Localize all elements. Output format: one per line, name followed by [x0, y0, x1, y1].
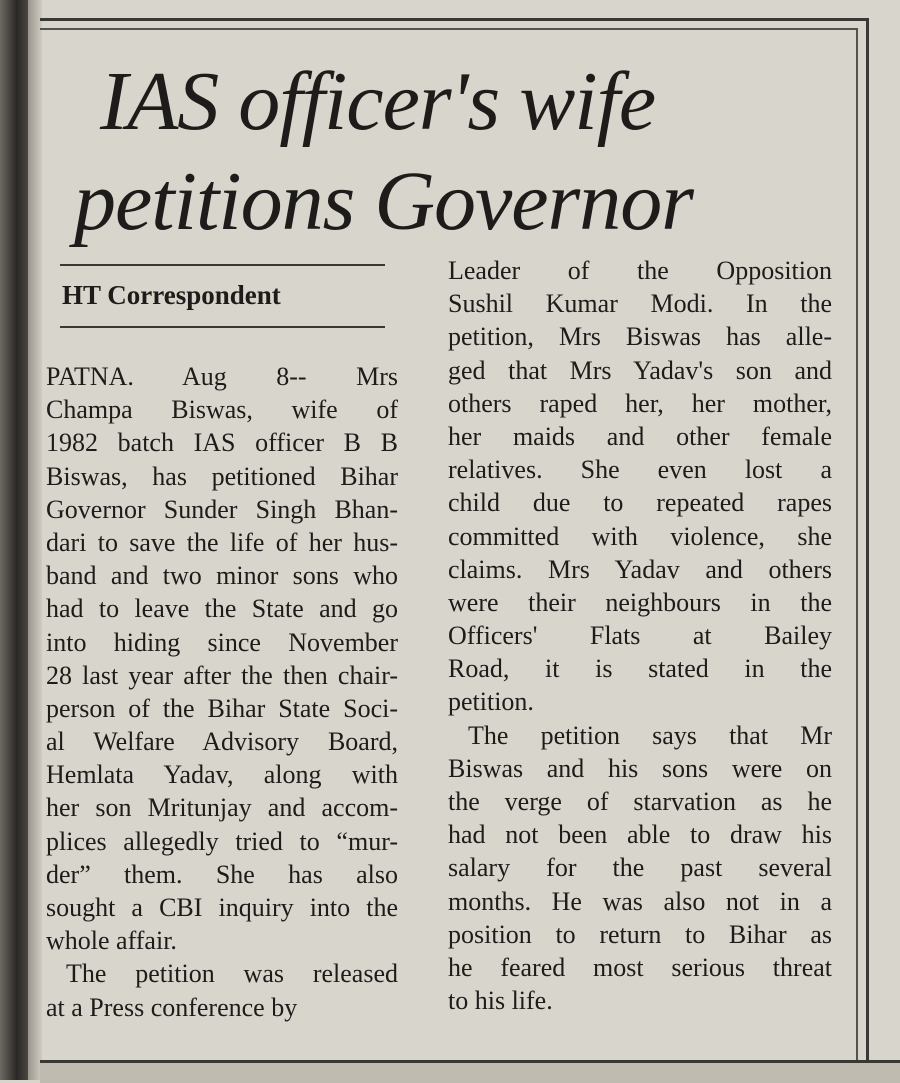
- article-line: were their neighbours in the: [448, 587, 832, 617]
- article-line: PATNA. Aug 8-- Mrs: [46, 362, 398, 391]
- article-line: plices allegedly tried to “mur-: [46, 826, 398, 856]
- article-line: had not been able to draw his: [448, 820, 832, 850]
- article-right-column: [448, 254, 832, 1017]
- article-line: months. He was also not in a: [448, 886, 832, 916]
- article-left-column: [46, 360, 398, 1024]
- article-line: to his life.: [448, 986, 553, 1016]
- article-line: person of the Bihar State Soci-: [46, 693, 398, 723]
- article-line: petition.: [448, 687, 534, 717]
- article-line: Leader of the Opposition: [448, 256, 832, 285]
- article-line: had to leave the State and go: [46, 594, 398, 624]
- headline-line-1: IAS officer's wife: [100, 55, 656, 148]
- article-line: claims. Mrs Yadav and others: [448, 554, 832, 584]
- article-line: position to return to Bihar as: [448, 919, 832, 949]
- article-line: Governor Sunder Singh Bhan-: [46, 494, 398, 524]
- article-line: dari to save the life of her hus-: [46, 527, 398, 557]
- article-line: relatives. She even lost a: [448, 455, 832, 485]
- article-line: 28 last year after the then chair-: [46, 660, 398, 690]
- article-line: ged that Mrs Yadav's son and: [448, 355, 832, 385]
- article-line: petition, Mrs Biswas has alle-: [448, 322, 832, 352]
- article-line: Biswas, has petitioned Bihar: [46, 461, 398, 491]
- article-line: others raped her, her mother,: [448, 388, 832, 418]
- article-line: committed with violence, she: [448, 521, 832, 551]
- article-line: the verge of starvation as he: [448, 787, 832, 816]
- headline-line-2: petitions Governor: [74, 155, 693, 248]
- article-line: whole affair.: [46, 926, 177, 956]
- article-line: Sushil Kumar Modi. In the: [448, 289, 832, 319]
- article-line: at a Press conference by: [46, 992, 298, 1022]
- article-line: al Welfare Advisory Board,: [46, 727, 398, 757]
- article-line: The petition was released: [66, 959, 398, 989]
- article-line: salary for the past several: [448, 853, 832, 883]
- article-line: child due to repeated rapes: [448, 488, 832, 518]
- article-line: Biswas and his sons were on: [448, 753, 832, 783]
- article-line: sought a CBI inquiry into the: [46, 893, 398, 922]
- article-line: 1982 batch IAS officer B B: [46, 428, 398, 458]
- article-line: Officers' Flats at Bailey: [448, 621, 832, 651]
- page-fold-shadow: [0, 0, 28, 1080]
- article-line: Champa Biswas, wife of: [46, 395, 398, 425]
- article-line: Road, it is stated in the: [448, 654, 832, 684]
- article-line: The petition says that Mr: [468, 720, 832, 750]
- article-line: he feared most serious threat: [448, 952, 832, 982]
- article-line: Hemlata Yadav, along with: [46, 760, 398, 790]
- article-line: der” them. She has also: [46, 859, 398, 889]
- article-line: her son Mritunjay and accom-: [46, 793, 398, 823]
- byline: HT Correspondent: [62, 280, 281, 310]
- article-line: into hiding since November: [46, 627, 398, 657]
- article-line: her maids and other female: [448, 421, 832, 451]
- byline-top-rule: [60, 264, 385, 266]
- article-line: band and two minor sons who: [46, 561, 398, 591]
- byline-bottom-rule: [60, 326, 385, 328]
